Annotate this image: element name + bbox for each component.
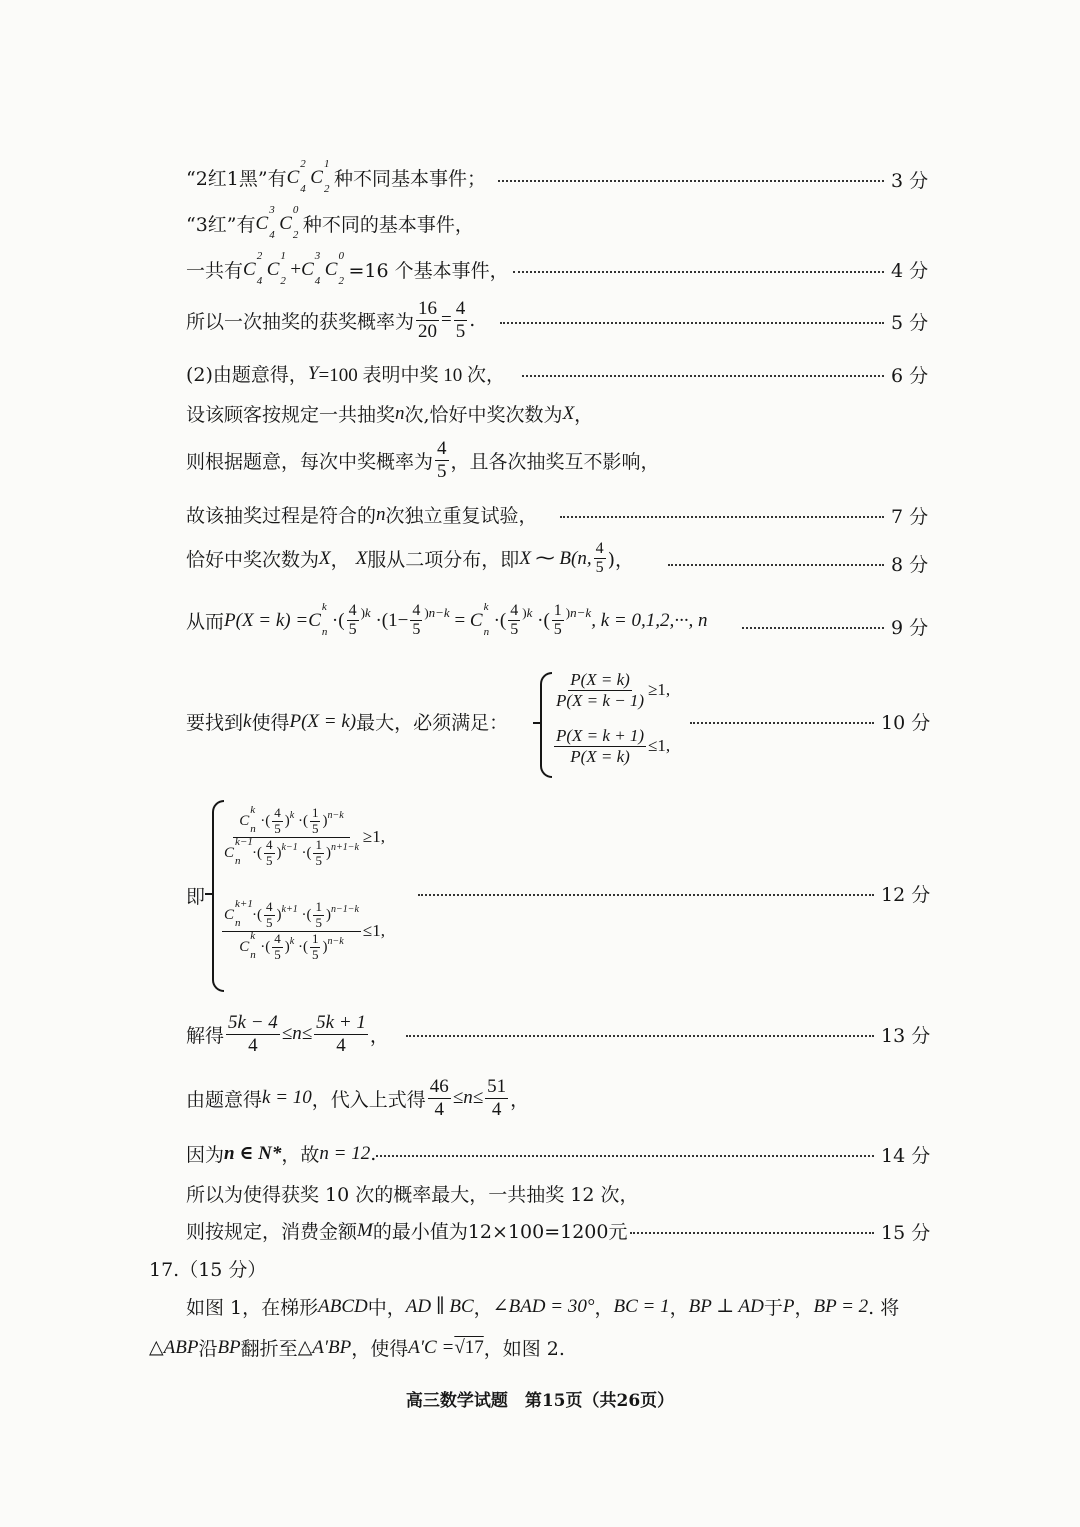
- fraction: $\frac{5k - 4}{4}$: [228, 1012, 278, 1056]
- eq: =: [449, 609, 470, 631]
- dot: ·(: [331, 609, 345, 631]
- dot: ·(: [493, 609, 507, 631]
- text: “2红1黑”有: [186, 168, 287, 190]
- score-label: 10 分: [881, 712, 931, 734]
- score-label: 5 分: [891, 312, 929, 334]
- comb: C 2 4: [243, 249, 263, 287]
- leader-dots: [406, 1035, 874, 1037]
- plus: +: [290, 258, 302, 280]
- fraction: $\frac{4}{5}$: [348, 602, 357, 639]
- comb: C k−1 n: [224, 835, 253, 868]
- dot: ·(: [532, 609, 550, 631]
- score-label: 14 分: [881, 1145, 931, 1167]
- score-label: 7 分: [891, 506, 929, 528]
- comb-c43: C 3 4: [255, 203, 275, 241]
- fraction: C k n ·( $\frac{4}{5}$ ) k ·( $\frac{1}{5}$ ) n−k C k−1 n ·( $\frac{4}{5}$ ) k−1 ·( $\frac{1}{5}$ ) n+1−k: [224, 803, 359, 868]
- line-4: 所以一次抽奖的获奖概率为 $\frac{16}{20}$ = $\frac{4}{5}$ .: [186, 298, 476, 342]
- text: 所以一次抽奖的获奖概率为: [186, 310, 415, 333]
- line-15: 因为 n ∈ N* ，故 n = 12 .: [186, 1142, 377, 1166]
- system-row-1: C k n ·( $\frac{4}{5}$ ) k ·( $\frac{1}{5}$ ) n−k C k−1 n ·( $\frac{4}{5}$ ) k−1 ·( $\frac{1}{5}$ ) n+1−k ≥1,: [224, 803, 385, 868]
- fraction: $\frac{16}{20}$: [418, 298, 438, 342]
- fraction: $\frac{4}{5}$: [437, 438, 447, 482]
- line-6: 设该顾客按规定一共抽奖 n 次,恰好中奖次数为 X ，: [186, 402, 594, 426]
- leader-dots: [668, 564, 884, 566]
- fraction: $\frac{5k + 1}{4}$: [316, 1012, 366, 1056]
- leader-dots: [742, 627, 884, 629]
- fraction: $\frac{4}{5}$: [595, 540, 604, 577]
- line-3: [186, 249, 509, 287]
- comb-c21: C 1 2: [310, 157, 330, 195]
- leader-dots: [690, 722, 874, 724]
- system-row-2: C k+1 n ·( $\frac{4}{5}$ ) k+1 ·( $\frac{1}{5}$ ) n−1−k C k n ·( $\frac{4}{5}$ ) k ·( $\frac{1}{5}$ ) n−k ≤1,: [224, 897, 385, 962]
- fraction: $\frac{4}{5}$: [510, 602, 519, 639]
- line-13: 解得 $\frac{5k - 4}{4}$ ≤n≤ $\frac{5k + 1}{4}$ ，: [186, 1012, 389, 1056]
- line-16: 所以为使得获奖 10 次的概率最大，一共抽奖 12 次，: [186, 1184, 639, 1206]
- line-9: 恰好中奖次数为 X ， X 服从二项分布，即 X ⁓ B(n, $\frac{4}{5}$ )，: [186, 540, 635, 577]
- brace-notch: [205, 893, 213, 895]
- line-20: △ABP 沿 BP 翻折至 △A′BP ，使得 A′C = √17 ，如图 2.: [149, 1336, 565, 1360]
- page-footer: 高三数学试题 第15页（共26页）: [405, 1391, 675, 1411]
- brace-notch: [533, 722, 541, 724]
- dot: ·(1−: [370, 609, 409, 631]
- line-5: (2)由题意得， Y =100 表明中奖 10 次，: [186, 362, 505, 386]
- fraction: $\frac{4}{5}$: [412, 602, 421, 639]
- comb: C k n: [239, 803, 256, 836]
- text: =16 个基本事件，: [348, 260, 509, 282]
- system-row-2: $\frac{P(X = k + 1)}{P(X = k)}$ ≤1,: [556, 726, 671, 766]
- system-row-1: $\frac{P(X = k)}{P(X = k - 1)}$ ≥1,: [556, 670, 671, 710]
- system-brace: [540, 672, 552, 778]
- fraction: $\frac{P(X = k + 1)}{P(X = k)}$: [556, 726, 645, 766]
- line-14: 由题意得 k = 10 ，代入上式得 $\frac{46}{4}$ ≤n≤ $\frac{51}{4}$ ，: [186, 1076, 530, 1120]
- fraction: $\frac{P(X = k)}{P(X = k - 1)}$: [556, 670, 645, 710]
- comb: C k n: [469, 600, 490, 638]
- comb: C k n: [308, 600, 328, 638]
- score-label: 8 分: [891, 554, 929, 576]
- fraction: $\frac{51}{4}$: [487, 1076, 507, 1120]
- power: )n−k: [565, 604, 592, 620]
- line-11: 要找到 k 使得 P(X = k) 最大，必须满足：: [186, 710, 509, 734]
- leader-dots: [500, 322, 884, 324]
- score-label: 9 分: [891, 617, 929, 639]
- leader-dots: [522, 375, 884, 377]
- leader-dots: [560, 516, 884, 518]
- comb: C k n: [239, 929, 256, 962]
- leader-dots: [498, 180, 884, 182]
- line-7: 则根据题意，每次中奖概率为 $\frac{4}{5}$ ，且各次抽奖互不影响，: [186, 438, 660, 482]
- power: )k: [360, 604, 371, 620]
- fraction: $\frac{46}{4}$: [429, 1076, 449, 1120]
- fraction: C k+1 n ·( $\frac{4}{5}$ ) k+1 ·( $\frac{1}{5}$ ) n−1−k C k n ·( $\frac{4}{5}$ ) k ·( $\frac{1}{5}$ ) n−k: [224, 897, 359, 962]
- leader-dots: [376, 1155, 874, 1157]
- leader-dots: [418, 894, 874, 896]
- line-12-label: 即: [186, 886, 206, 908]
- comb-c20: C 0 2: [279, 203, 299, 241]
- line-17: 则按规定，消费金额 M 的最小值为12×100=1200元: [186, 1219, 628, 1243]
- power: )k: [522, 604, 533, 620]
- line-1: [186, 157, 486, 195]
- fraction: $\frac{4}{5}$: [455, 298, 466, 342]
- comb: C k+1 n: [224, 897, 253, 930]
- score-label: 12 分: [881, 884, 931, 906]
- text: “3红”有: [186, 214, 256, 236]
- score-label: 15 分: [881, 1222, 931, 1244]
- power: )n−k: [424, 604, 450, 620]
- comb: C 0 2: [324, 249, 344, 287]
- line-10: 从而 P(X = k) = C k n ·( $\frac{4}{5}$ )k ·(1− $\frac{4}{5}$ )n−k = C k n ·( $\frac{4}{5}$ )k ·( $\frac{1}{5}$ )n−k , k = 0,1,2,···, n: [186, 600, 708, 639]
- line-2: [186, 203, 474, 241]
- comb: C 3 4: [301, 249, 321, 287]
- score-label: 13 分: [881, 1025, 931, 1047]
- text: 种不同的基本事件，: [302, 214, 474, 236]
- text: 一共有: [186, 260, 244, 282]
- score-label: 3 分: [891, 170, 929, 192]
- fraction: $\frac{1}{5}$: [553, 602, 562, 639]
- question-17-heading: 17.（15 分）: [149, 1259, 267, 1281]
- score-label: 4 分: [891, 260, 929, 282]
- score-label: 6 分: [891, 365, 929, 387]
- leader-dots: [630, 1232, 874, 1234]
- comb: C 1 2: [266, 249, 286, 287]
- leader-dots: [513, 271, 884, 273]
- comb-c42: C 2 4: [286, 157, 306, 195]
- text: 种不同基本事件；: [333, 168, 486, 190]
- line-19: 如图 1，在梯形 ABCD 中， AD ∥ BC ， ∠BAD = 30° ， BC = 1 ， BP ⊥ AD 于 P ， BP = 2 . 将: [186, 1295, 900, 1319]
- line-8: 故该抽奖过程是符合的 n 次独立重复试验，: [186, 503, 538, 527]
